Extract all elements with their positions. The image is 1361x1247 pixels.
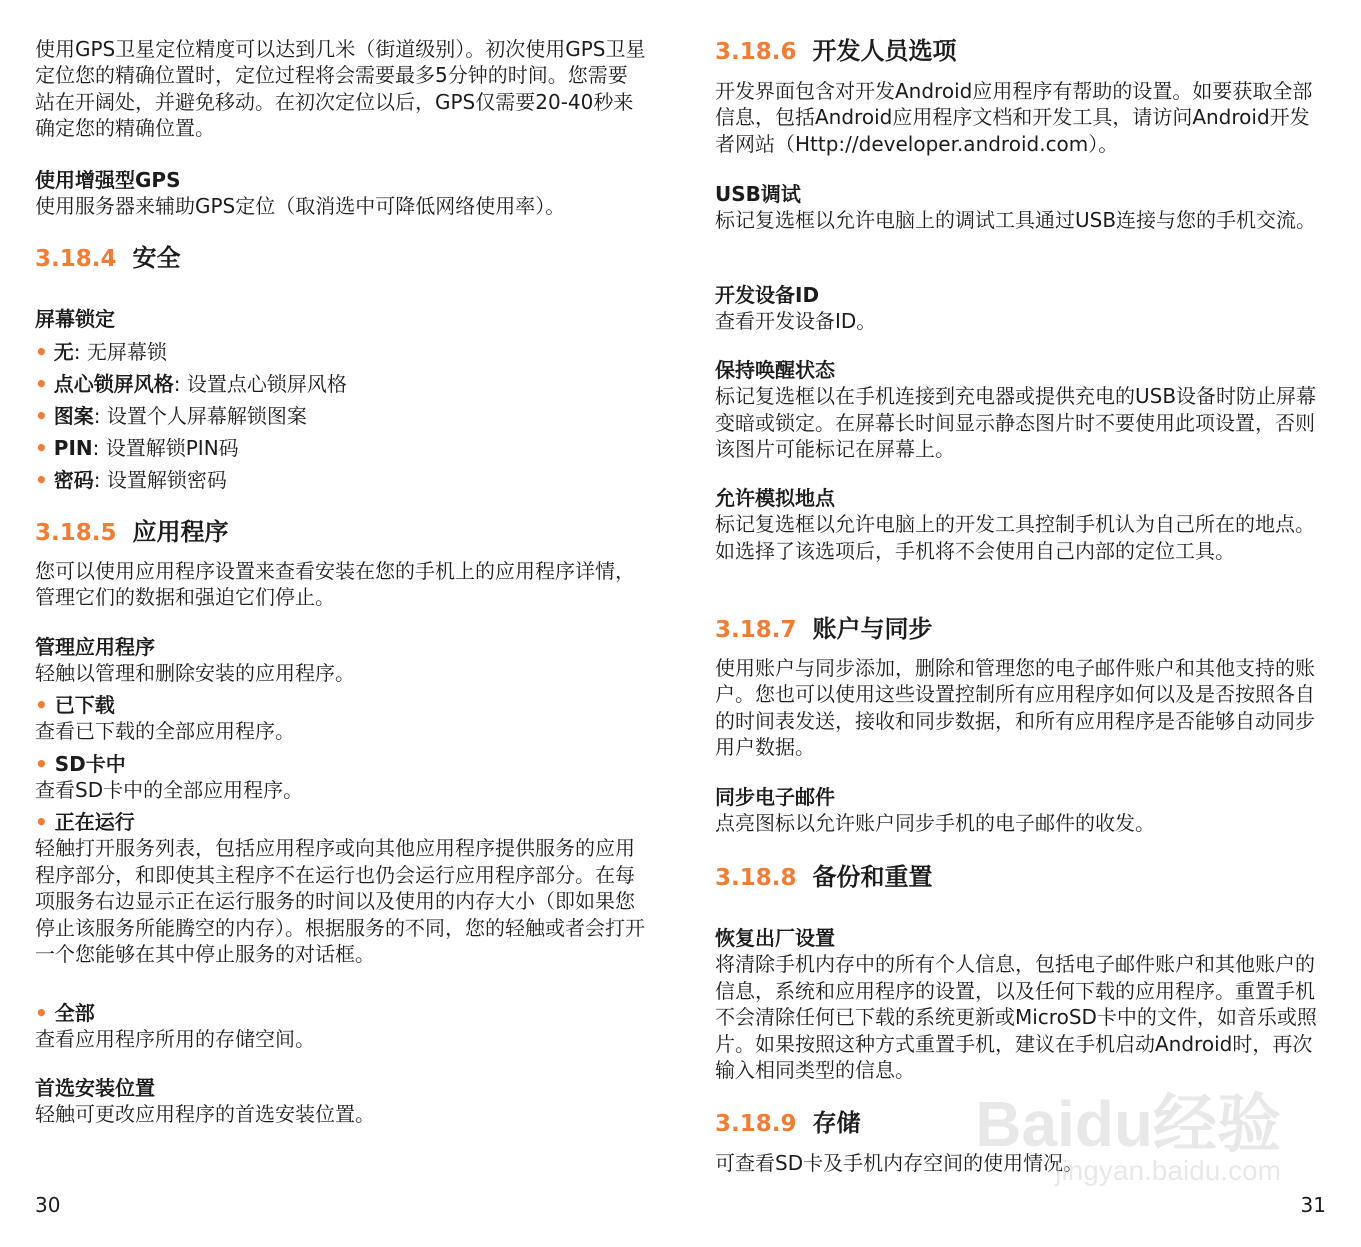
accounts-intro: 使用账户与同步添加，删除和管理您的电子邮件账户和其他支持的账户。您也可以使用这些设置控制所有应用程序如何以及是否按照各自的时间表发送，接收和同步数据，和所有应用程序是否能够自动同步用户数据。 bbox=[715, 656, 1315, 760]
lock-item: • 密码: 设置解锁密码 bbox=[35, 468, 227, 492]
agps-text: 使用服务器来辅助GPS定位（取消选中可降低网络使用率）。 bbox=[35, 194, 566, 219]
all-section: • 全部 查看应用程序所用的存储空间。 bbox=[35, 1001, 315, 1052]
factory-reset-section: 恢复出厂设置 将清除手机内存中的所有个人信息，包括电子邮件账户和其他账户的信息，系统和应用程序的设置，以及任何下载的应用程序。重置手机不会清除任何已下载的系统更新或MicroSD卡中的文件，如音乐或照片。如果按照这种方式重置手机，建议在手机启动Android时，再次输入相同类型的信息。 bbox=[715, 926, 1317, 1083]
mock-location-section: 允许模拟地点 标记复选框以允许电脑上的开发工具控制手机认为自己所在的地点。如选择了该选项后，手机将不会使用自己内部的定位工具。 bbox=[715, 486, 1315, 563]
lock-item: • PIN: 设置解锁PIN码 bbox=[35, 436, 239, 460]
screen-lock-title: 屏幕锁定 bbox=[35, 307, 115, 331]
baidu-watermark: Baidu经验 jingyan.baidu.com bbox=[975, 1088, 1281, 1186]
gps-paragraph: 使用GPS卫星定位精度可以达到几米（街道级别）。初次使用GPS卫星定位您的精确位置时，定位过程将会需要最多5分钟的时间。您需要站在开阔处，并避免移动。在初次定位以后，GPS仅需要20-40秒来确定您的精确位置。 bbox=[35, 37, 646, 141]
stay-awake-section: 保持唤醒状态 标记复选框以在手机连接到充电器或提供充电的USB设备时防止屏幕变暗或锁定。在屏幕长时间显示静态图片时不要使用此项设置，否则该图片可能标记在屏幕上。 bbox=[715, 358, 1317, 462]
lock-item: • 点心锁屏风格: 设置点心锁屏风格 bbox=[35, 372, 347, 396]
lock-item: • 无: 无屏幕锁 bbox=[35, 340, 167, 364]
agps-title: 使用增强型GPS bbox=[35, 168, 181, 192]
section-heading-3-18-7: 3.18.7 账户与同步 bbox=[715, 615, 933, 643]
downloaded-section: • 已下载 查看已下载的全部应用程序。 bbox=[35, 693, 295, 744]
dev-intro: 开发界面包含对开发Android应用程序有帮助的设置。如要获取全部信息，包括Android应用程序文档和开发工具，请访问Android开发者网站（Http://developer.android.com）。 bbox=[715, 79, 1313, 156]
sync-email-section: 同步电子邮件 点亮图标以允许账户同步手机的电子邮件的收发。 bbox=[715, 785, 1155, 836]
page-number: 31 bbox=[1300, 1193, 1326, 1217]
running-section: • 正在运行 轻触打开服务列表，包括应用程序或向其他应用程序提供服务的应用程序部分，和即使其主程序不在运行也仍会运行应用程序部分。在每项服务右边显示正在运行服务的时间以及使用的内存大小（即如果您停止该服务所能腾空的内存）。根据服务的不同，您的轻触或者会打开一个您能够在其中停止服务的对话框。 bbox=[35, 810, 645, 967]
section-heading-3-18-9: 3.18.9 存储 bbox=[715, 1109, 861, 1137]
dev-id-section: 开发设备ID 查看开发设备ID。 bbox=[715, 283, 877, 334]
install-location-section: 首选安装位置 轻触可更改应用程序的首选安装位置。 bbox=[35, 1076, 375, 1127]
agps-section bbox=[35, 167, 647, 220]
manage-apps-section: 管理应用程序 轻触以管理和删除安装的应用程序。 bbox=[35, 635, 355, 686]
left-page bbox=[0, 0, 680, 1247]
section-heading-3-18-5: 3.18.5 应用程序 bbox=[35, 518, 229, 546]
apps-intro: 您可以使用应用程序设置来查看安装在您的手机上的应用程序详情，管理它们的数据和强迫它们停止。 bbox=[35, 559, 635, 610]
right-page bbox=[680, 0, 1361, 1247]
page-number: 30 bbox=[35, 1193, 61, 1217]
storage-text: 可查看SD卡及手机内存空间的使用情况。 bbox=[715, 1151, 1084, 1175]
section-heading-3-18-6: 3.18.6 开发人员选项 bbox=[715, 37, 957, 65]
section-heading-3-18-4: 3.18.4 安全 bbox=[35, 244, 181, 272]
section-heading-3-18-8: 3.18.8 备份和重置 bbox=[715, 863, 933, 891]
lock-item: • 图案: 设置个人屏幕解锁图案 bbox=[35, 404, 307, 428]
sd-card-section: • SD卡中 查看SD卡中的全部应用程序。 bbox=[35, 752, 304, 803]
usb-debug-section: USB调试 标记复选框以允许电脑上的调试工具通过USB连接与您的手机交流。 bbox=[715, 182, 1317, 233]
